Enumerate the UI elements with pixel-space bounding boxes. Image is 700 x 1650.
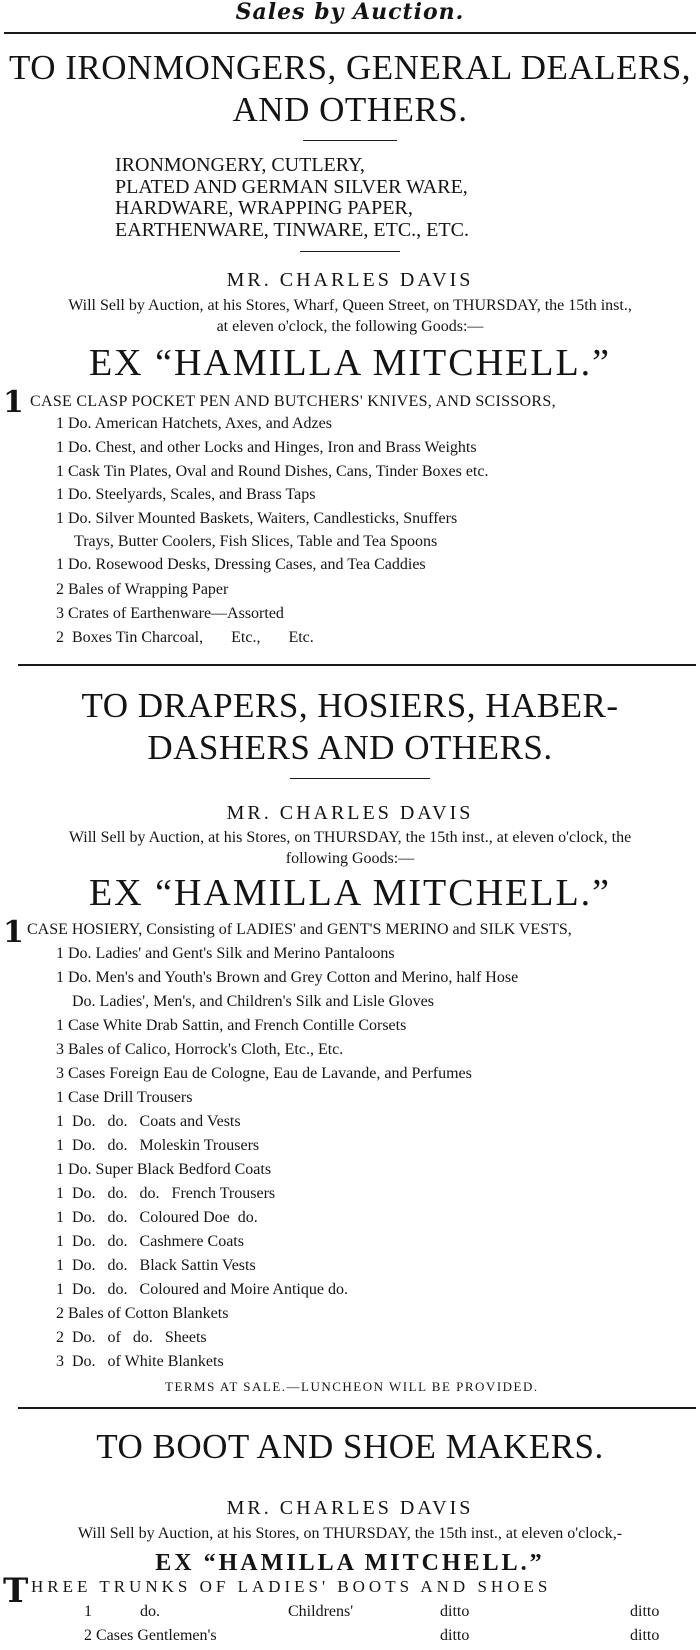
list-item: 2 Bales of Cotton Blankets — [56, 1305, 229, 1322]
goods-line-2: PLATED AND GERMAN SILVER WARE, — [115, 176, 468, 198]
divider — [303, 140, 397, 141]
list-item: 2 Do. of do. Sheets — [56, 1329, 207, 1346]
row-ditto: ditto — [630, 1627, 660, 1644]
list-item: 1 Do. do. Coloured Doe do. — [56, 1209, 258, 1226]
list-item: 3 Cases Foreign Eau de Cologne, Eau de Lavande, and Perfumes — [56, 1065, 472, 1082]
list-item: 1 Do. do. Cashmere Coats — [56, 1233, 244, 1250]
lead-item: CASE HOSIERY, Consisting of LADIES' and GENT'S MERINO and SILK VESTS, — [27, 921, 572, 938]
lead-item: CASE CLASP POCKET PEN AND BUTCHERS' KNIVES, AND SCISSORS, — [30, 393, 556, 410]
goods-line-4: EARTHENWARE, TINWARE, ETC., ETC. — [115, 219, 469, 241]
list-item: 3 Crates of Earthenware—Assorted — [56, 605, 284, 622]
list-item: 3 Do. of White Blankets — [56, 1353, 224, 1370]
list-item: 2 Boxes Tin Charcoal, Etc., Etc. — [56, 629, 314, 646]
list-item: 2 Bales of Wrapping Paper — [56, 581, 229, 598]
drop-initial: 1 — [3, 385, 24, 420]
sale-notice-line-1: Will Sell by Auction, at his Stores, Wharf, Queen Street, on THURSDAY, the 15th inst., — [68, 297, 632, 314]
divider — [300, 251, 400, 252]
list-item: 1 Do. Men's and Youth's Brown and Grey Cotton and Merino, half Hose — [56, 969, 519, 986]
list-item: 1 Do. do. Moleskin Trousers — [56, 1137, 260, 1154]
goods-line-1: IRONMONGERY, CUTLERY, — [115, 154, 365, 176]
row-qty: 1 — [84, 1603, 92, 1620]
lead-item: HREE TRUNKS OF LADIES' BOOTS AND SHOES — [31, 1577, 552, 1596]
list-item: 1 Case White Drab Sattin, and French Contille Corsets — [56, 1017, 407, 1034]
section-rule — [18, 664, 696, 666]
section-rule — [18, 1407, 696, 1409]
list-item: 1 Do. do. Coats and Vests — [56, 1113, 241, 1130]
headline-line-2: DASHERS AND OTHERS. — [147, 728, 553, 767]
divider — [290, 778, 430, 779]
list-item: 1 Cask Tin Plates, Oval and Round Dishes, Cans, Tinder Boxes etc. — [56, 463, 489, 480]
auctioneer-name: MR. CHARLES DAVIS — [226, 802, 474, 824]
list-item: 1 Case Drill Trousers — [56, 1089, 193, 1106]
terms-note: TERMS AT SALE.—LUNCHEON WILL BE PROVIDED. — [165, 1379, 539, 1394]
drop-initial: T — [3, 1571, 29, 1611]
list-item: 1 Do. Chest, and other Locks and Hinges, Iron and Brass Weights — [56, 439, 477, 456]
ship-name: EX “HAMILLA MITCHELL.” — [155, 1550, 545, 1576]
ship-name: EX “HAMILLA MITCHELL.” — [88, 872, 612, 914]
headline-line-1: TO DRAPERS, HOSIERS, HABER- — [81, 686, 619, 725]
list-item: 1 Do. do. Coloured and Moire Antique do. — [56, 1281, 348, 1298]
list-item: 3 Bales of Calico, Horrock's Cloth, Etc., Etc. — [56, 1041, 344, 1058]
row-ditto: ditto — [630, 1603, 660, 1620]
row-desc: 2 Cases Gentlemen's — [84, 1627, 217, 1644]
drop-initial: 1 — [3, 915, 24, 950]
list-item: 1 Do. Ladies' and Gent's Silk and Merino Pantaloons — [56, 945, 395, 962]
list-item: 1 Do. do. Black Sattin Vests — [56, 1257, 256, 1274]
auctioneer-name: MR. CHARLES DAVIS — [226, 1497, 474, 1519]
row-ditto: ditto — [440, 1627, 470, 1644]
headline: TO BOOT AND SHOE MAKERS. — [96, 1427, 604, 1466]
sale-notice-line-2: following Goods:— — [285, 850, 415, 867]
list-item: 1 Do. Silver Mounted Baskets, Waiters, Candlesticks, Snuffers — [56, 510, 458, 527]
headline-line-1: TO IRONMONGERS, GENERAL DEALERS, — [9, 48, 691, 87]
row-ditto: ditto — [440, 1603, 470, 1620]
list-item: 1 Do. American Hatchets, Axes, and Adzes — [56, 415, 332, 432]
list-item: 1 Do. Rosewood Desks, Dressing Cases, and Tea Caddies — [56, 556, 426, 573]
masthead-rule — [4, 32, 696, 34]
list-item: 1 Do. Steelyards, Scales, and Brass Taps — [56, 486, 316, 503]
goods-line-3: HARDWARE, WRAPPING PAPER, — [115, 197, 413, 219]
row-desc: do. — [140, 1603, 160, 1620]
list-item: 1 Do. Super Black Bedford Coats — [56, 1161, 272, 1178]
sale-notice-line-1: Will Sell by Auction, at his Stores, on THURSDAY, the 15th inst., at eleven o'clock, the — [68, 829, 632, 846]
masthead: Sales by Auction. — [235, 0, 465, 25]
headline-line-2: AND OTHERS. — [232, 90, 468, 129]
list-item: 1 Do. do. do. French Trousers — [56, 1185, 276, 1202]
list-item: Trays, Butter Coolers, Fish Slices, Table and Tea Spoons — [74, 533, 438, 550]
row-kind: Childrens' — [288, 1603, 354, 1620]
list-item: Do. Ladies', Men's, and Children's Silk and Lisle Gloves — [72, 993, 434, 1010]
ship-name: EX “HAMILLA MITCHELL.” — [88, 342, 612, 384]
sale-notice: Will Sell by Auction, at his Stores, on THURSDAY, the 15th inst., at eleven o'clock,- — [77, 1525, 623, 1542]
sale-notice-line-2: at eleven o'clock, the following Goods:— — [216, 318, 484, 335]
auctioneer-name: MR. CHARLES DAVIS — [226, 269, 474, 291]
